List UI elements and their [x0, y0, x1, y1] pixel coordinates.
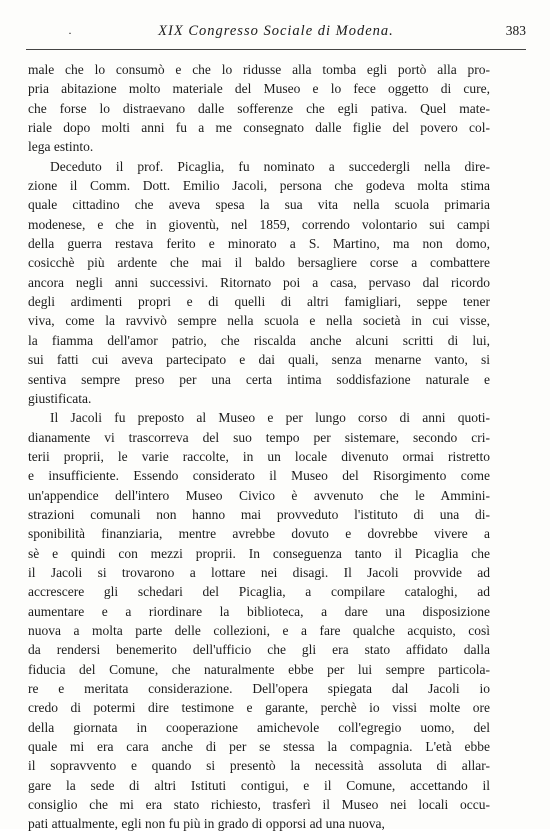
text-line: credo di potermi dire testimone e garante, perchè io vissi molte ore [28, 700, 490, 716]
text-line: nuova a molta parte delle collezioni, e a fare qualche acquisto, così [28, 622, 490, 638]
text-line: male che lo consumò e che lo ridusse alla tomba egli portò alla pro- [28, 62, 490, 77]
text-line: quale mi era cara anche di per se stessa la compagnia. L'età ebbe [28, 739, 490, 755]
text-line: da rendersi benemerito dell'ufficio che gli era stato affidato dalla [28, 642, 490, 658]
text-line: il Jacoli si trovarono a lottare nei disagi. Il Jacoli provvide ad [28, 564, 490, 580]
header-mark: · [68, 26, 72, 40]
page-number: 383 [505, 23, 526, 38]
paragraph [28, 157, 490, 408]
text-line: terii proprii, le varie raccolte, in un locale divenuto ormai ristretto [28, 448, 490, 464]
text-line: accrescere gli schedari del Picaglia, a compilare cataloghi, ad [28, 584, 490, 600]
paragraph [28, 408, 490, 834]
text-line: pria abitazione molto materiale del Museo e lo fece oggetto di cure, [28, 81, 490, 97]
page-header [26, 22, 526, 44]
text-line: aumentare e a riordinare la biblioteca, a dare una disposizione [28, 603, 490, 619]
text-line: quale cittadino che aveva spesa la sua vita nella scuola primaria [28, 197, 490, 213]
text-line: la fiamma dell'amor patrio, che riscalda anche alcuni scritti di lui, [28, 332, 490, 348]
text-line: dianamente vi trascorreva del suo tempo per sistemare, secondo cri- [28, 429, 490, 445]
text-line: fiducia del Comune, che naturalmente ebbe per lui sempre particola- [28, 661, 490, 677]
page-body [28, 60, 490, 834]
text-line: che forse lo distraevano dalle sofferenze che egli pativa. Quel mate- [28, 100, 490, 116]
text-line: modenese, e che in gioventù, nel 1859, correndo volontario sui campi [28, 216, 490, 232]
text-line: e insufficiente. Essendo considerato il Museo del Risorgimento come [28, 468, 490, 484]
text-line: ancora negli anni successivi. Ritornato poi a casa, pervaso dal ricordo [28, 274, 490, 290]
text-line: sui fatti cui aveva partecipato e dai quali, senza menarne vanto, si [28, 352, 490, 368]
text-line: riale dopo molti anni fu a me consegnato dalle figlie del povero col- [28, 120, 490, 136]
header-rule [26, 49, 526, 50]
text-line: gare la sede di altri Istituti contigui, e il Comune, accettando il [28, 777, 490, 793]
text-line: lega estinto. [28, 139, 94, 155]
text-line: Deceduto il prof. Picaglia, fu nominato a succedergli nella dire- [50, 158, 490, 174]
text-line: re e meritata considerazione. Dell'opera spiegata dal Jacoli io [28, 681, 490, 696]
text-line: Il Jacoli fu preposto al Museo e per lungo corso di anni quoti- [50, 410, 490, 426]
paragraph [28, 60, 490, 157]
text-line: viva, come la ravvivò sempre nella scuola e nella società in cui visse, [28, 313, 490, 329]
text-line: sè e quindi con mezzi proprii. In conseguenza tanto il Picaglia che [28, 545, 490, 561]
text-line: strazioni comunali non hanno mai provveduto l'istituto di una di- [28, 506, 490, 522]
text-line: della giornata in cooperazione amichevole coll'egregio uomo, del [28, 719, 490, 735]
text-line: zione il Comm. Dott. Emilio Jacoli, persona che godeva molta stima [28, 178, 490, 194]
text-line: un'appendice dell'intero Museo Civico è avvenuto che le Ammini- [28, 487, 490, 503]
running-title: XIX Congresso Sociale di Modena. [158, 23, 394, 39]
text-line: giustificata. [28, 390, 92, 406]
text-line: degli ardimenti propri e di quelli di altri famigliari, seppe tener [28, 294, 490, 310]
text-line: consiglio che mi era stato richiesto, trasferì il Museo nei locali occu- [28, 797, 490, 813]
text-line: sentiva sempre preso per una certa intima soddisfazione naturale e [28, 371, 490, 387]
text-line: cosicchè più ardente che mai il baldo bersagliere corse a combattere [28, 255, 490, 271]
text-line: sponibilità finanziaria, mentre avrebbe dovuto e dovrebbe vivere a [28, 526, 490, 542]
text-line: della guerra restava ferito e minorato a S. Martino, ma non domo, [28, 236, 490, 252]
text-line: pati attualmente, egli non fu più in grado di opporsi ad una nuova, [28, 816, 385, 832]
text-line: il sopravvento e quando si presentò la necessità assoluta di allar- [28, 758, 490, 774]
